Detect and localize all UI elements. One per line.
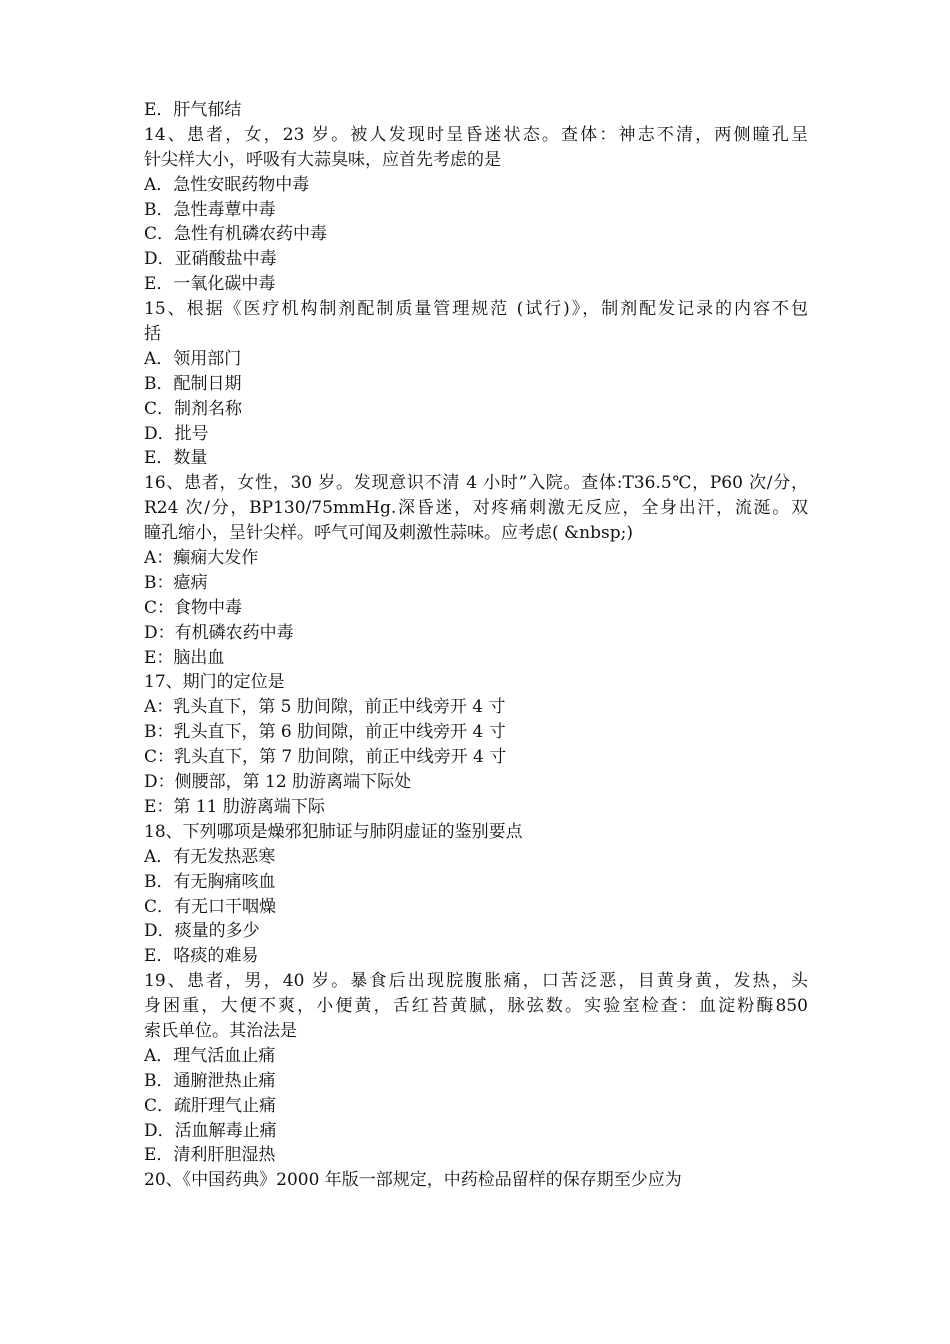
text-line: C．有无口干咽燥 bbox=[144, 896, 277, 917]
text-line: A：乳头直下，第 5 肋间隙，前正中线旁开 4 寸 bbox=[144, 697, 506, 718]
text-line: E．咯痰的难易 bbox=[144, 946, 259, 967]
text-line: B．配制日期 bbox=[144, 373, 242, 394]
text-line: D：侧腰部，第 12 肋游离端下际处 bbox=[144, 772, 412, 793]
text-line: D．批号 bbox=[144, 423, 209, 444]
text-line: B：乳头直下，第 6 肋间隙，前正中线旁开 4 寸 bbox=[144, 722, 506, 743]
text-line: C．急性有机磷农药中毒 bbox=[144, 224, 328, 245]
text-line: E．肝气郁结 bbox=[144, 100, 242, 120]
text-line: C：乳头直下，第 7 肋间隙，前正中线旁开 4 寸 bbox=[144, 747, 507, 768]
text-line: 17、期门的定位是 bbox=[144, 672, 285, 693]
text-line: E：脑出血 bbox=[144, 647, 225, 668]
text-line: 20、《中国药典》2000 年版一部规定，中药检品留样的保存期至少应为 bbox=[144, 1170, 682, 1191]
text-line: B：癔病 bbox=[144, 572, 208, 593]
text-line: D．亚硝酸盐中毒 bbox=[144, 249, 277, 270]
text-line: E：第 11 肋游离端下际 bbox=[144, 796, 325, 817]
document-body bbox=[144, 98, 808, 1193]
text-line: A：癫痫大发作 bbox=[144, 548, 259, 569]
text-line: 15、根据《医疗机构制剂配制质量管理规范 (试行)》，制剂配发记录的内容不包 bbox=[144, 299, 808, 320]
text-line: D．活血解毒止痛 bbox=[144, 1120, 277, 1141]
text-line: R24 次/分，BP130/75mmHg.深昏迷，对疼痛刺激无反应，全身出汗，流涎。双 bbox=[144, 498, 808, 519]
text-line: C．疏肝理气止痛 bbox=[144, 1095, 277, 1116]
text-line: A．领用部门 bbox=[144, 348, 242, 369]
text-line: 索氏单位。其治法是 bbox=[144, 1020, 297, 1041]
text-line: 18、下列哪项是燥邪犯肺证与肺阴虚证的鉴别要点 bbox=[144, 821, 523, 842]
text-line: A．有无发热恶寒 bbox=[144, 846, 276, 867]
text-line: D．痰量的多少 bbox=[144, 921, 260, 942]
text-line: E．清利肝胆湿热 bbox=[144, 1145, 276, 1166]
text-line: B．通腑泄热止痛 bbox=[144, 1070, 276, 1091]
text-line: 身困重，大便不爽，小便黄，舌红苔黄腻，脉弦数。实验室检查：血淀粉酶850 bbox=[144, 996, 808, 1017]
text-line: 括 bbox=[144, 324, 161, 345]
text-line: 针尖样大小，呼吸有大蒜臭味，应首先考虑的是 bbox=[144, 149, 501, 170]
text-line: C：食物中毒 bbox=[144, 597, 243, 618]
text-line: E．数量 bbox=[144, 448, 208, 469]
text-line: C．制剂名称 bbox=[144, 398, 243, 419]
text-line: E．一氧化碳中毒 bbox=[144, 274, 276, 295]
text-line: 14、患者，女，23 岁。被人发现时呈昏迷状态。查体：神志不清，两侧瞳孔呈 bbox=[144, 124, 808, 145]
text-line: A．急性安眠药物中毒 bbox=[144, 174, 310, 195]
text-line: D：有机磷农药中毒 bbox=[144, 622, 294, 643]
text-line: A．理气活血止痛 bbox=[144, 1045, 276, 1066]
text-line: 16、患者，女性，30 岁。发现意识不清 4 小时”入院。查体:T36.5℃，P60 次/分， bbox=[144, 473, 808, 494]
text-line: B．有无胸痛咳血 bbox=[144, 871, 276, 892]
text-line: 19、患者，男，40 岁。暴食后出现脘腹胀痛，口苦泛恶，目黄身黄，发热，头 bbox=[144, 971, 808, 992]
text-line: 瞳孔缩小，呈针尖样。呼气可闻及刺激性蒜味。应考虑( &nbsp;) bbox=[144, 523, 633, 544]
text-line: B．急性毒蕈中毒 bbox=[144, 199, 276, 220]
